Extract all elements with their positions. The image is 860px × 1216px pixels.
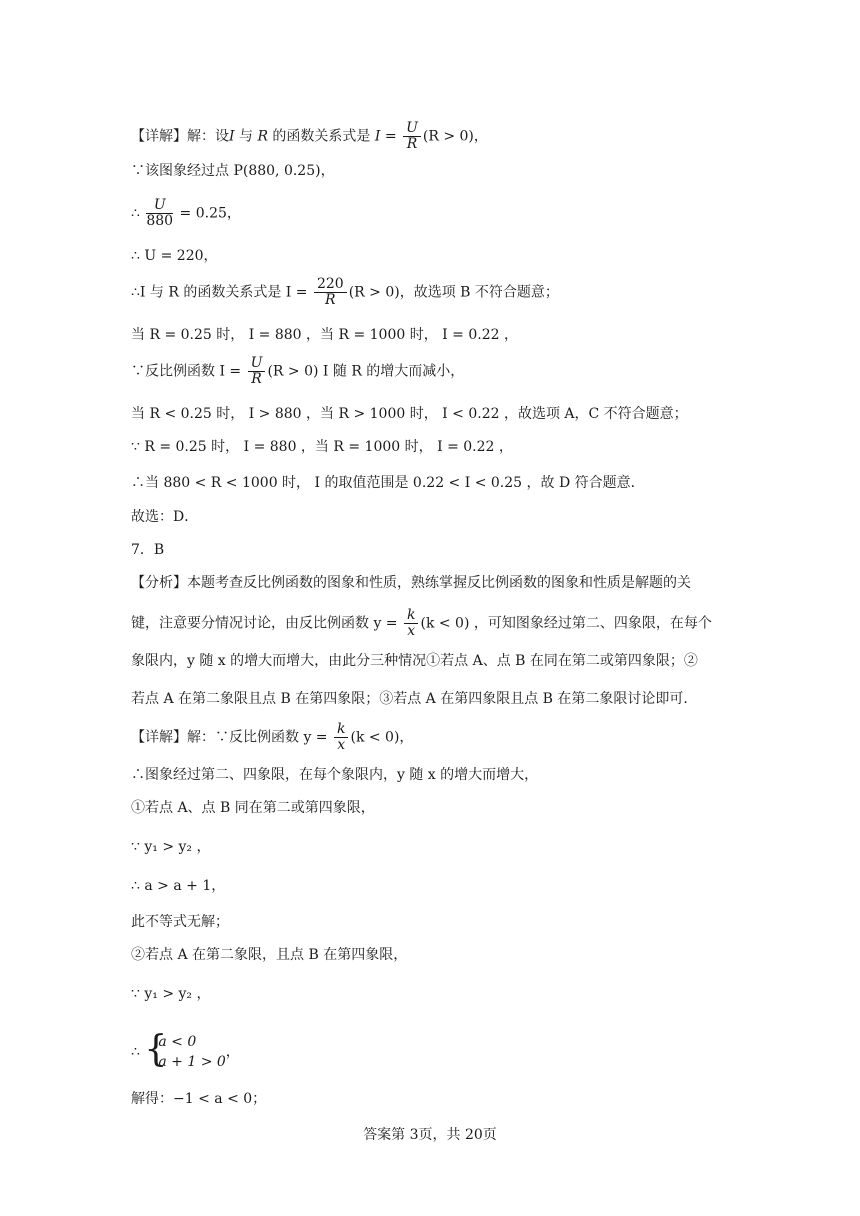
fraction <box>248 356 266 387</box>
detail-7-line-8: ∵ y₁ > y₂ ， <box>131 986 211 1002</box>
detail-line-7 <box>131 356 731 387</box>
fraction-denominator: R <box>406 136 418 152</box>
text: 与 <box>234 128 258 145</box>
text: = 0.25， <box>175 205 241 222</box>
detail-line-4: ∴ U = 220， <box>131 248 218 264</box>
fraction-denominator: 880 <box>146 213 174 229</box>
var-R: R <box>257 128 268 145</box>
detail-7-line-5: ∴ a > a + 1， <box>131 878 226 894</box>
text: (k < 0) ，可知图象经过第二、四象限，在每个 <box>420 615 712 632</box>
analysis-line-3: 象限内，y 随 x 的增大而增大，由此分三种情况①若点 A、点 B 在同在第二或第四象限；② <box>131 653 698 669</box>
text: ∵反比例函数 I = <box>131 363 246 380</box>
fraction <box>403 121 421 152</box>
text: 【详解】解：∵反比例函数 y = <box>131 729 332 746</box>
fraction <box>334 722 348 753</box>
detail-line-11: 故选：D． <box>131 509 199 525</box>
detail-line-5 <box>131 277 731 308</box>
var-I: I <box>374 128 381 145</box>
system-row-1: a < 0 <box>158 1034 197 1050</box>
text: (R > 0)， <box>422 128 488 145</box>
var-I: I <box>229 128 235 145</box>
detail-line-2: ∵该图象经过点 P(880, 0.25)， <box>131 163 335 179</box>
detail-7-line-3: ①若点 A、点 B 同在第二或第四象限， <box>131 800 375 816</box>
detail-line-6: 当 R = 0.25 时， I = 880 ，当 R = 1000 时， I = 0.22 ， <box>131 327 518 343</box>
text: 【详解】解：设 <box>131 128 229 145</box>
fraction <box>146 198 173 229</box>
text: (R > 0)，故选项 B 不符合题意； <box>348 284 559 301</box>
detail-line-1: 【详解】解：设I 与 R 的函数关系式是 I = $\frac{U}{R}$ (R > 0)， <box>131 120 488 152</box>
text: ∴I 与 R 的函数关系式是 I = <box>131 284 312 301</box>
analysis-line-4: 若点 A 在第二象限且点 B 在第四象限；③若点 A 在第四象限且点 B 在第二象限讨论即可． <box>131 691 698 707</box>
text: 的函数关系式是 <box>267 128 375 145</box>
fraction-denominator: x <box>407 623 416 639</box>
text: ， <box>225 1044 240 1060</box>
fraction-numerator: U <box>403 121 421 137</box>
text: ∴ <box>131 205 145 222</box>
fraction <box>314 277 347 308</box>
detail-7-line-1 <box>131 722 731 753</box>
equation-system <box>144 1029 226 1072</box>
fraction-numerator: 220 <box>314 277 347 293</box>
system-row-2: a + 1 > 0 <box>158 1054 226 1070</box>
detail-line-3 <box>131 198 731 229</box>
fraction-numerator: k <box>404 608 418 624</box>
detail-7-line-9 <box>131 1029 731 1072</box>
fraction-denominator: R <box>325 292 336 308</box>
fraction-numerator: U <box>248 356 266 372</box>
fraction-denominator: R <box>251 371 262 387</box>
detail-7-line-2: ∴图象经过第二、四象限，在每个象限内，y 随 x 的增大而增大， <box>131 767 539 783</box>
question-number-7: 7．B <box>131 542 165 558</box>
detail-7-line-4: ∵ y₁ > y₂ ， <box>131 839 211 855</box>
page-footer: 答案第 3页，共 20页 <box>363 1127 497 1143</box>
text: (k < 0)， <box>350 729 414 746</box>
detail-line-10: ∴当 880 < R < 1000 时， I 的取值范围是 0.22 < I < 0.25 ，故 D 符合题意． <box>131 475 645 491</box>
detail-line-9: ∵ R = 0.25 时， I = 880 ，当 R = 1000 时， I = 0.22 ， <box>131 439 513 455</box>
fraction-denominator: x <box>337 737 346 753</box>
text: 键，注意要分情况讨论，由反比例函数 y = <box>131 615 402 632</box>
fraction-numerator: k <box>334 722 348 738</box>
analysis-line-1: 【分析】本题考查反比例函数的图象和性质，熟练掌握反比例函数的图象和性质是解题的关 <box>131 575 691 591</box>
analysis-line-2 <box>131 608 736 639</box>
fraction <box>404 608 418 639</box>
detail-line-8: 当 R < 0.25 时， I > 880 ，当 R > 1000 时， I < 0.22 ，故选项 A，C 不符合题意； <box>131 406 688 422</box>
detail-7-line-7: ②若点 A 在第二象限，且点 B 在第四象限， <box>131 947 408 963</box>
text: (R > 0) I 随 R 的增大而减小， <box>267 363 465 380</box>
detail-7-line-6: 此不等式无解； <box>131 914 229 930</box>
left-brace: { <box>144 1029 168 1070</box>
fraction-numerator: U <box>146 198 173 214</box>
detail-7-line-10: 解得：−1 < a < 0； <box>131 1091 267 1107</box>
text: ∴ <box>131 1044 145 1060</box>
